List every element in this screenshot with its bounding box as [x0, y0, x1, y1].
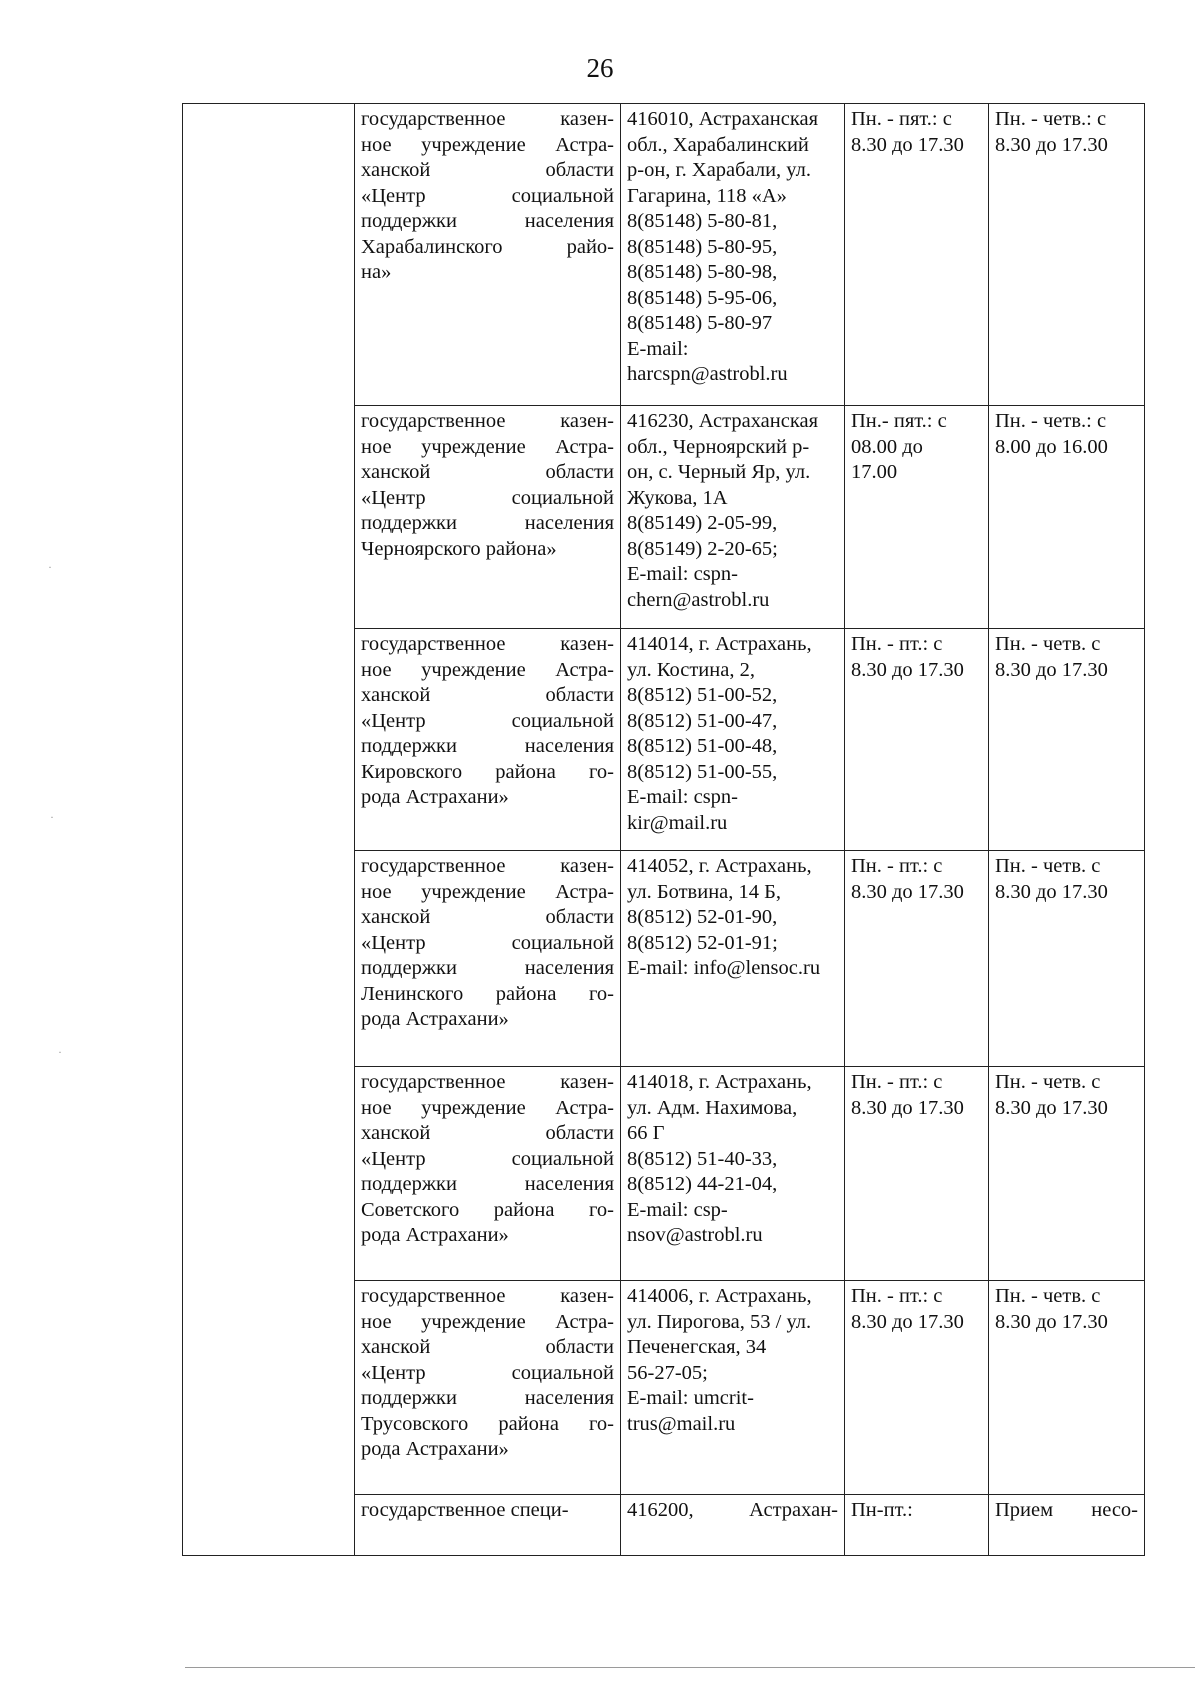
address-line: 8(85148) 5-80-81,: [627, 210, 778, 232]
address-contacts-cell: [621, 851, 845, 1067]
hours-line: 8.30 до 17.30: [851, 1096, 964, 1119]
institution-line: «Центр социальной: [361, 486, 614, 509]
reception-hours-cell: [989, 1067, 1145, 1281]
hours-line: Пн-пт.:: [851, 1499, 913, 1521]
address-line: 8(85148) 5-80-97: [627, 312, 773, 334]
working-hours-cell: [845, 1495, 989, 1556]
reception-hours-cell: [989, 1281, 1145, 1495]
hours-line: Пн. - пт.: с: [851, 1071, 943, 1093]
address-contacts-cell: [621, 1495, 845, 1556]
institution-name-cell: [355, 406, 621, 629]
address-line: обл., Харабалинский: [627, 133, 809, 156]
institution-line: ное учреждение Астра-: [361, 435, 614, 458]
reception-hours-cell: [989, 406, 1145, 629]
address-line: harcspn@astrobl.ru: [627, 363, 788, 385]
institution-line: рода Астрахани»: [361, 786, 509, 808]
address-line: 416200, Астрахан-: [627, 1499, 838, 1521]
hours-line: 8.30 до 17.30: [851, 880, 964, 903]
institution-line: государственное специ-: [361, 1499, 569, 1521]
reception-line: 8.30 до 17.30: [995, 1310, 1108, 1333]
working-hours-cell: [845, 1281, 989, 1495]
reception-hours-cell: [989, 629, 1145, 851]
address-line: ул. Ботвина, 14 Б,: [627, 880, 782, 903]
address-line: E-mail: cspn-: [627, 786, 739, 808]
hours-line: Пн.- пят.: с: [851, 410, 947, 432]
hours-line: 17.00: [851, 461, 898, 483]
institution-line: поддержки населения: [361, 1387, 614, 1409]
institution-name-cell: [355, 104, 621, 406]
address-line: Печенегская, 34: [627, 1336, 767, 1358]
address-line: E-mail: umcrit-: [627, 1387, 754, 1409]
working-hours-cell: [845, 1067, 989, 1281]
address-line: 8(8512) 52-01-91;: [627, 931, 778, 954]
institution-line: ханской области: [361, 461, 614, 483]
reception-line: Пн. - четв. с: [995, 633, 1101, 655]
working-hours-cell: [845, 629, 989, 851]
institution-line: на»: [361, 261, 392, 283]
working-hours-cell: [845, 406, 989, 629]
hours-line: 08.00 до: [851, 435, 923, 458]
institution-line: «Центр социальной: [361, 184, 614, 207]
address-line: 8(85149) 2-20-65;: [627, 537, 778, 560]
address-line: р-он, г. Харабали, ул.: [627, 159, 812, 181]
institution-line: «Центр социальной: [361, 1147, 614, 1170]
address-line: 8(85148) 5-95-06,: [627, 286, 778, 309]
institution-line: ное учреждение Астра-: [361, 1096, 614, 1119]
address-line: 416010, Астраханская: [627, 108, 819, 130]
address-contacts-cell: [621, 406, 845, 629]
address-contacts-cell: [621, 1281, 845, 1495]
reception-line: Пн. - четв. с: [995, 1285, 1101, 1307]
institution-line: Харабалинского райо-: [361, 235, 614, 258]
address-line: 8(8512) 51-40-33,: [627, 1147, 778, 1170]
address-line: nsov@astrobl.ru: [627, 1224, 763, 1246]
reception-line: 8.00 до 16.00: [995, 435, 1108, 458]
institution-line: поддержки населения: [361, 735, 614, 757]
hours-line: Пн. - пт.: с: [851, 1285, 943, 1307]
institution-name-cell: [355, 1281, 621, 1495]
institution-line: ное учреждение Астра-: [361, 880, 614, 903]
address-line: trus@mail.ru: [627, 1412, 736, 1435]
institution-line: поддержки населения: [361, 957, 614, 979]
address-line: 8(85148) 5-80-98,: [627, 261, 778, 283]
address-line: E-mail: csp-: [627, 1198, 728, 1221]
address-line: 8(8512) 44-21-04,: [627, 1173, 778, 1195]
address-line: 414014, г. Астрахань,: [627, 633, 812, 655]
reception-hours-cell: [989, 1495, 1145, 1556]
reception-line: 8.30 до 17.30: [995, 658, 1108, 681]
reception-line: Пн. - четв. с: [995, 1071, 1101, 1093]
institutions-table: [182, 103, 1145, 1556]
institution-line: ное учреждение Астра-: [361, 658, 614, 681]
institution-line: ханской области: [361, 1122, 614, 1144]
address-line: 8(8512) 52-01-90,: [627, 906, 778, 928]
address-line: 8(85149) 2-05-99,: [627, 512, 778, 534]
institution-line: Ленинского района го-: [361, 982, 614, 1005]
institution-line: рода Астрахани»: [361, 1438, 509, 1460]
address-line: 8(8512) 51-00-52,: [627, 684, 778, 706]
institution-line: «Центр социальной: [361, 709, 614, 732]
institution-name-cell: [355, 851, 621, 1067]
institution-name-cell: [355, 1495, 621, 1556]
address-line: 8(85148) 5-80-95,: [627, 235, 778, 258]
institution-line: ное учреждение Астра-: [361, 1310, 614, 1333]
institution-line: поддержки населения: [361, 512, 614, 534]
institution-line: ное учреждение Астра-: [361, 133, 614, 156]
address-line: chern@astrobl.ru: [627, 588, 770, 611]
address-contacts-cell: [621, 629, 845, 851]
reception-line: 8.30 до 17.30: [995, 1096, 1108, 1119]
address-line: обл., Черноярский р-: [627, 435, 810, 458]
hours-line: Пн. - пт.: с: [851, 855, 943, 877]
reception-line: Пн. - четв.: с: [995, 410, 1107, 432]
institution-line: рода Астрахани»: [361, 1224, 509, 1246]
institution-line: Советского района го-: [361, 1198, 614, 1221]
address-line: 414018, г. Астрахань,: [627, 1071, 812, 1093]
address-line: E-mail: cspn-: [627, 563, 739, 585]
scan-speck: ·: [48, 560, 52, 574]
address-line: kir@mail.ru: [627, 811, 728, 834]
institution-line: государственное казен-: [361, 1071, 614, 1093]
address-line: E-mail:: [627, 337, 689, 360]
hours-line: Пн. - пт.: с: [851, 633, 943, 655]
working-hours-cell: [845, 851, 989, 1067]
address-line: ул. Пирогова, 53 / ул.: [627, 1310, 812, 1333]
address-line: 8(8512) 51-00-55,: [627, 760, 778, 783]
institution-line: государственное казен-: [361, 410, 614, 432]
address-line: 66 Г: [627, 1122, 665, 1144]
institution-line: «Центр социальной: [361, 1361, 614, 1384]
scan-speck: ·: [50, 810, 54, 824]
address-line: E-mail: info@lensoc.ru: [627, 957, 821, 979]
institution-line: поддержки населения: [361, 1173, 614, 1195]
institution-name-cell: [355, 1067, 621, 1281]
address-contacts-cell: [621, 1067, 845, 1281]
hours-line: 8.30 до 17.30: [851, 1310, 964, 1333]
address-contacts-cell: [621, 104, 845, 406]
address-line: он, с. Черный Яр, ул.: [627, 461, 811, 483]
working-hours-cell: [845, 104, 989, 406]
address-line: 416230, Астраханская: [627, 410, 819, 432]
hours-line: 8.30 до 17.30: [851, 658, 964, 681]
row-group-cell: [183, 104, 355, 1556]
institution-line: Трусовского района го-: [361, 1412, 614, 1435]
institution-line: государственное казен-: [361, 108, 614, 130]
institution-line: «Центр социальной: [361, 931, 614, 954]
page-number: 26: [586, 53, 614, 83]
reception-line: 8.30 до 17.30: [995, 133, 1108, 156]
table-row: [183, 104, 1145, 406]
institution-name-cell: [355, 629, 621, 851]
address-line: ул. Адм. Нахимова,: [627, 1096, 798, 1119]
address-line: Гагарина, 118 «А»: [627, 184, 787, 207]
institution-line: Черноярского района»: [361, 537, 557, 560]
address-line: ул. Костина, 2,: [627, 658, 755, 681]
institution-line: ханской области: [361, 1336, 614, 1358]
scan-edge-line: [185, 1667, 1195, 1668]
hours-line: Пн. - пят.: с: [851, 108, 952, 130]
scan-speck: ·: [58, 1045, 62, 1059]
institution-line: ханской области: [361, 684, 614, 706]
reception-line: Прием несо-: [995, 1499, 1138, 1521]
institution-line: государственное казен-: [361, 633, 614, 655]
institution-line: Кировского района го-: [361, 760, 614, 783]
address-line: 414052, г. Астрахань,: [627, 855, 812, 877]
reception-line: Пн. - четв.: с: [995, 108, 1107, 130]
reception-hours-cell: [989, 104, 1145, 406]
institution-line: государственное казен-: [361, 1285, 614, 1307]
institution-line: рода Астрахани»: [361, 1008, 509, 1030]
address-line: 8(8512) 51-00-47,: [627, 709, 778, 732]
hours-line: 8.30 до 17.30: [851, 133, 964, 156]
institution-line: государственное казен-: [361, 855, 614, 877]
address-line: 414006, г. Астрахань,: [627, 1285, 812, 1307]
address-line: 56-27-05;: [627, 1361, 708, 1384]
institution-line: ханской области: [361, 159, 614, 181]
reception-hours-cell: [989, 851, 1145, 1067]
institution-line: ханской области: [361, 906, 614, 928]
institution-line: поддержки населения: [361, 210, 614, 232]
address-line: 8(8512) 51-00-48,: [627, 735, 778, 757]
reception-line: Пн. - четв. с: [995, 855, 1101, 877]
reception-line: 8.30 до 17.30: [995, 880, 1108, 903]
address-line: Жукова, 1А: [627, 486, 728, 509]
